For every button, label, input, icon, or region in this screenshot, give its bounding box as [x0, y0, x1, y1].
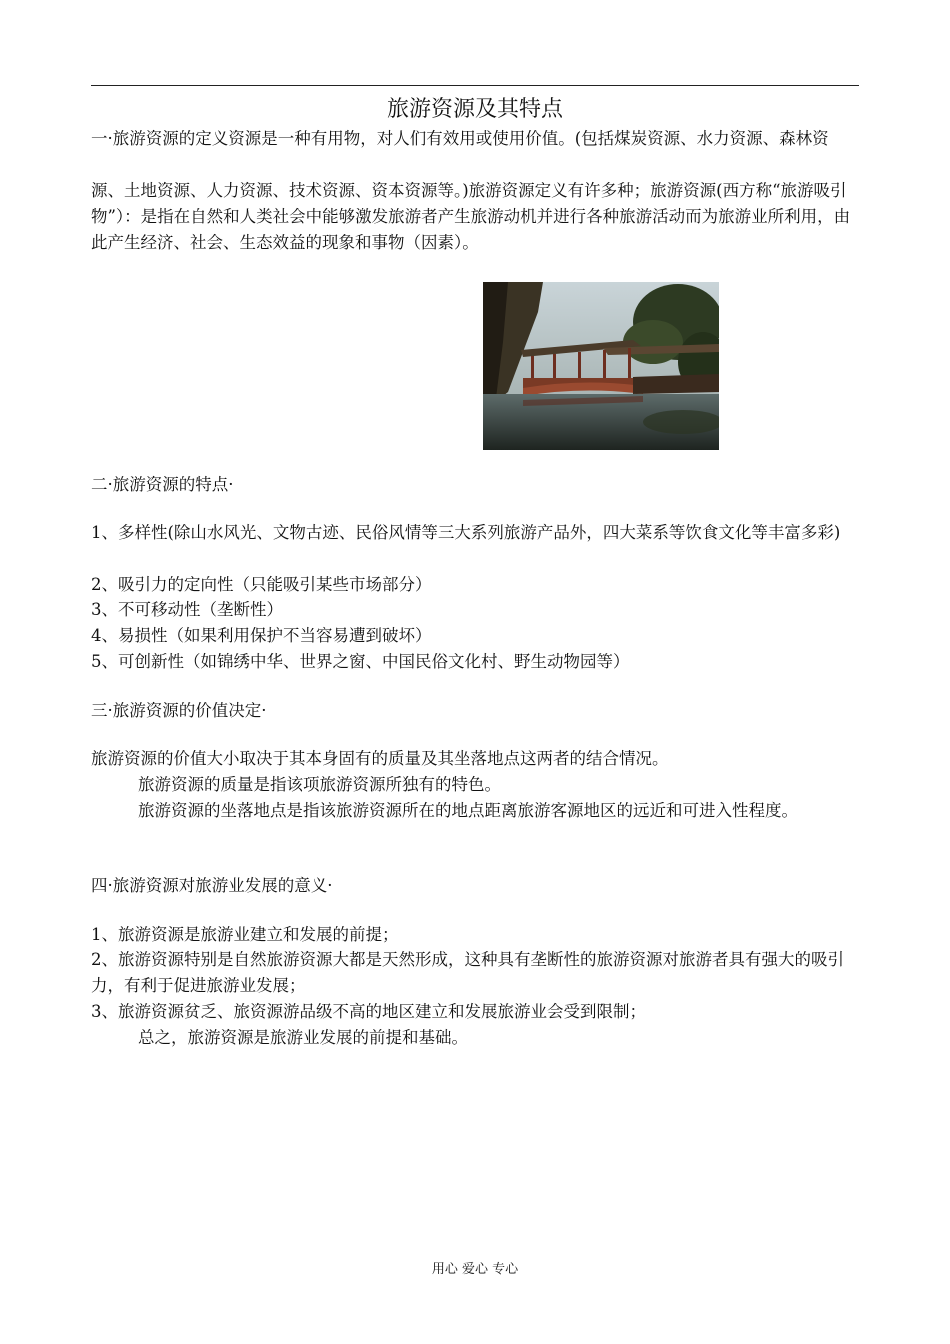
- header-rule: [91, 85, 859, 86]
- section3-paragraph-1: 旅游资源的价值大小取决于其本身固有的质量及其坐落地点这两者的结合情况。: [91, 749, 669, 768]
- section3-heading: 三·旅游资源的价值决定·: [91, 701, 267, 720]
- section4-item-1: 1、旅游资源是旅游业建立和发展的前提；: [91, 925, 399, 944]
- section4-conclusion: 总之，旅游资源是旅游业发展的前提和基础。: [138, 1028, 468, 1047]
- section2-item-4: 4、易损性（如果利用保护不当容易遭到破坏）: [91, 626, 432, 645]
- page-title: 旅游资源及其特点: [386, 97, 563, 122]
- section2-item-2: 2、吸引力的定向性（只能吸引某些市场部分）: [91, 575, 432, 594]
- garden-photo-graphic: [483, 282, 719, 450]
- page-footer: 用心 爱心 专心: [431, 1262, 519, 1277]
- section1-definition-body: 源、土地资源、人力资源、技术资源、资本资源等。)旅游资源定义有许多种；旅游资源(西方称“旅游吸引物”）：是指在自然和人类社会中能够激发旅游者产生旅游动机并进行各种旅游活动而为旅游业所利用，由此产生经济、社会、生态效益的现象和事物（因素）。: [91, 181, 851, 252]
- section4-heading: 四·旅游资源对旅游业发展的意义·: [91, 876, 333, 895]
- section2-item-3: 3、不可移动性（垄断性）: [91, 600, 283, 619]
- section2-item-5: 5、可创新性（如锦绣中华、世界之窗、中国民俗文化村、野生动物园等）: [91, 652, 630, 671]
- section3-paragraph-2: 旅游资源的质量是指该项旅游资源所独有的特色。: [138, 775, 501, 794]
- section1-definition-line1: 一·旅游资源的定义资源是一种有用物，对人们有效用或使用价值。(包括煤炭资源、水力资源、森林资: [91, 129, 829, 148]
- section2-item-1: 1、多样性(除山水风光、文物古迹、民俗风情等三大系列旅游产品外，四大菜系等饮食文化等丰富多彩): [91, 523, 841, 542]
- section4-item-3: 3、旅游资源贫乏、旅资源游品级不高的地区建立和发展旅游业会受到限制；: [91, 1002, 646, 1021]
- garden-bridge-photo: [483, 282, 719, 450]
- section4-item-2: 2、旅游资源特别是自然旅游资源大都是天然形成，这种具有垄断性的旅游资源对旅游者具有强大的吸引力，有利于促进旅游业发展；: [91, 950, 844, 995]
- section3-paragraph-3: 旅游资源的坐落地点是指该旅游资源所在的地点距离旅游客源地区的远近和可进入性程度。: [138, 801, 798, 820]
- section2-heading: 二·旅游资源的特点·: [91, 475, 234, 494]
